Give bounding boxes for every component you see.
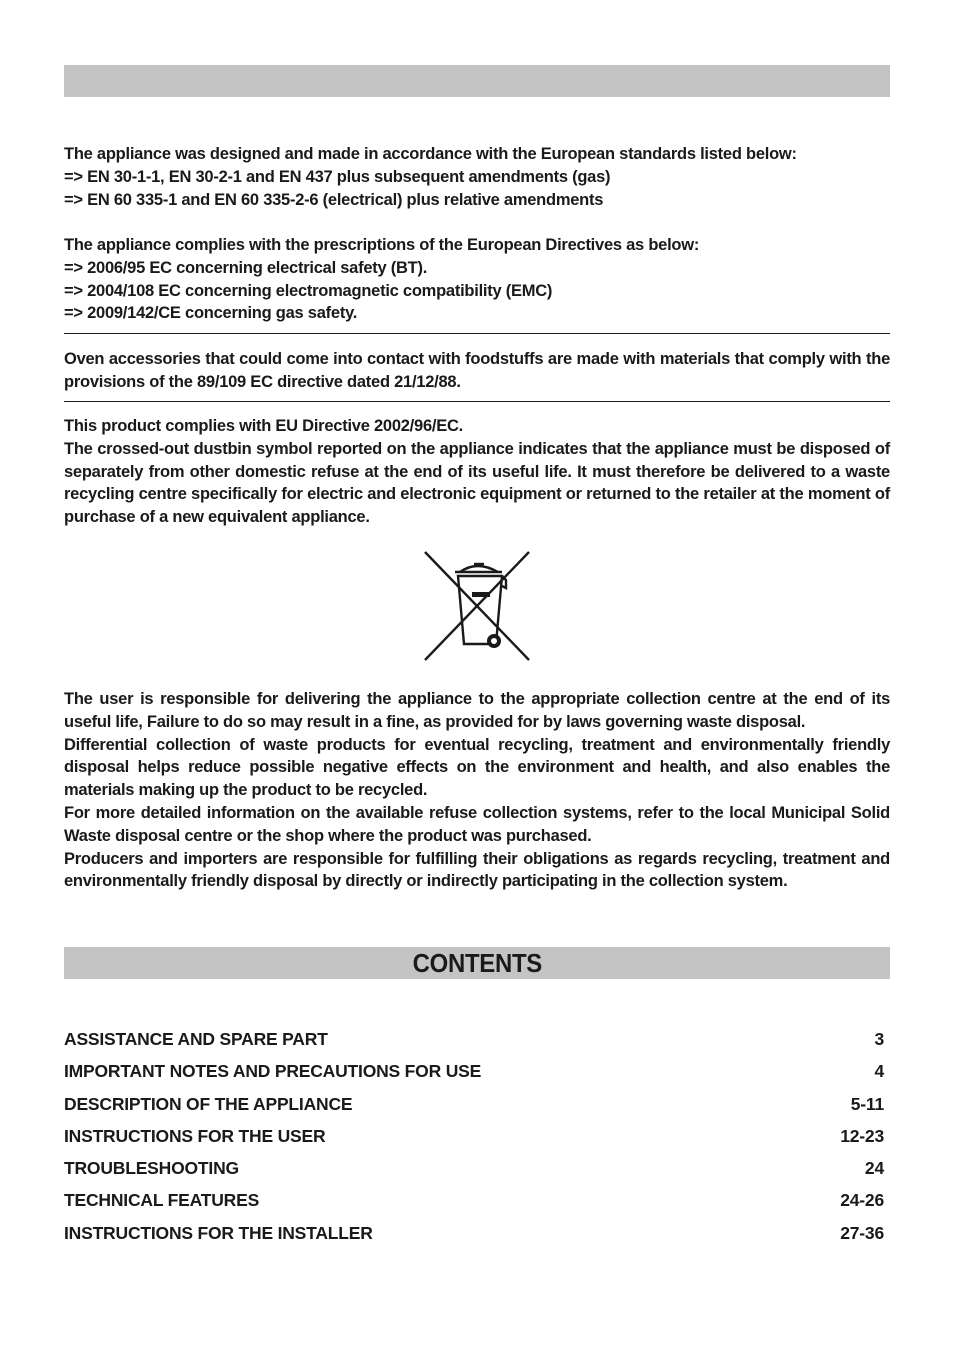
directives-item: => 2006/95 EC concerning electrical safety (BT). (64, 258, 428, 277)
toc-entry[interactable] (64, 1029, 884, 1061)
toc-entry[interactable] (64, 1223, 884, 1255)
toc-entry-label: TROUBLESHOOTING (64, 1158, 239, 1179)
divider (64, 401, 890, 402)
responsibility-section (64, 688, 890, 893)
toc-entry-label: INSTRUCTIONS FOR THE INSTALLER (64, 1222, 373, 1243)
toc-entry-pages: 5-11 (850, 1093, 884, 1114)
toc-entry-pages: 24 (864, 1158, 884, 1179)
toc-entry[interactable] (64, 1126, 884, 1158)
toc-entry-pages: 4 (874, 1061, 884, 1082)
weee-directive-line: This product complies with EU Directive 2002/96/EC. (64, 417, 463, 435)
contents-heading-bar (64, 947, 890, 979)
directives-section (64, 234, 890, 325)
toc-entry-label: DESCRIPTION OF THE APPLIANCE (64, 1093, 353, 1114)
directives-item: => 2004/108 EC concerning electromagnetic compatibility (EMC) (64, 281, 553, 300)
weee-description: The crossed-out dustbin symbol reported on the appliance indicates that the appliance must be disposed of separately from other domestic refuse at the end of its useful life. It must therefore be delivered to a waste recycling centre specifically for electric and electronic equipment or returned to the retailer at the moment of purchase of a new equivalent appliance. (64, 439, 890, 527)
toc-entry-label: IMPORTANT NOTES AND PRECAUTIONS FOR USE (64, 1061, 482, 1082)
standards-item: => EN 30-1-1, EN 30-2-1 and EN 437 plus subsequent amendments (gas) (64, 167, 611, 186)
responsibility-paragraph: The user is responsible for delivering the appliance to the appropriate collection centre at the end of its useful life, Failure to do so may result in a fine, as provided for by laws governing waste disposal. (64, 690, 890, 731)
weee-section (64, 415, 890, 529)
toc-entry[interactable] (64, 1061, 884, 1093)
toc-entry[interactable] (64, 1094, 884, 1126)
toc-entry-label: TECHNICAL FEATURES (64, 1190, 260, 1211)
crossed-out-wheelie-bin-icon (422, 550, 532, 662)
accessories-section (64, 348, 890, 394)
toc-entry-label: ASSISTANCE AND SPARE PART (64, 1029, 328, 1049)
toc-entry[interactable] (64, 1158, 884, 1190)
standards-item: => EN 60 335-1 and EN 60 335-2-6 (electrical) plus relative amendments (64, 190, 604, 209)
responsibility-paragraph: Differential collection of waste products for eventual recycling, treatment and environmentally friendly disposal helps reduce possible negative effects on the environment and health, and also enables the materials making up the product to be recycled. (64, 735, 890, 800)
responsibility-paragraph: Producers and importers are responsible for fulfilling their obligations as regards recycling, treatment and environmentally friendly disposal by directly or indirectly participating in the collection system. (64, 849, 890, 891)
header-bar (64, 65, 890, 97)
toc-entry[interactable] (64, 1190, 884, 1222)
contents-title: CONTENTS (412, 947, 542, 978)
table-of-contents (64, 1029, 884, 1255)
directives-item: => 2009/142/CE concerning gas safety. (64, 304, 358, 323)
directives-intro: The appliance complies with the prescriptions of the European Directives as below: (64, 236, 700, 254)
toc-entry-pages: 24-26 (840, 1190, 884, 1211)
toc-entry-label: INSTRUCTIONS FOR THE USER (64, 1125, 326, 1146)
accessories-text: Oven accessories that could come into contact with foodstuffs are made with materials that comply with the provisions of the 89/109 EC directive dated 21/12/88. (64, 350, 890, 391)
standards-intro: The appliance was designed and made in accordance with the European standards listed below: (64, 145, 797, 163)
responsibility-paragraph: For more detailed information on the available refuse collection systems, refer to the local Municipal Solid Waste disposal centre or the shop where the product was purchased. (64, 803, 890, 845)
toc-entry-pages: 27-36 (840, 1222, 884, 1243)
toc-entry-pages: 3 (874, 1029, 884, 1049)
standards-section (64, 143, 890, 211)
toc-entry-pages: 12-23 (840, 1125, 884, 1146)
divider (64, 333, 890, 334)
